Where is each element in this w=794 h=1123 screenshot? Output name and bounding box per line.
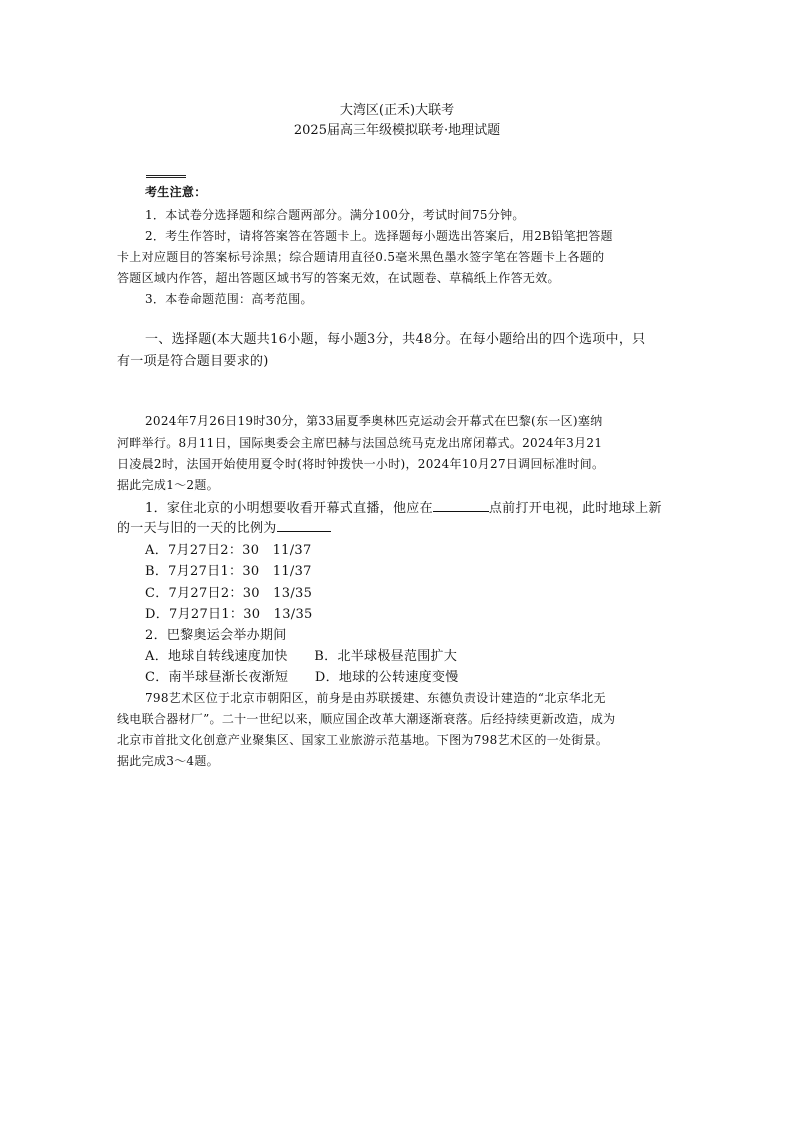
passage-line: 据此完成3～4题。 [117,754,219,768]
q2-options-row1: A．地球自转线速度加快 B．北半球极昼范围扩大 [145,649,458,664]
q1-option-b: B．7月27日1：30 11/37 [145,564,312,579]
q1-stem-part2: 点前打开电视，此时地球上新 [488,501,662,516]
passage-line: 河畔举行。8月11日，国际奥委会主席巴赫与法国总统马克龙出席闭幕式。2024年3月21 [117,436,603,450]
answer-blank [277,519,331,532]
q1-stem-part1: 1．家住北京的小明想要收看开幕式直播，他应在 [145,501,433,516]
exam-subtitle: 2025届高三年级模拟联考·地理试题 [293,123,501,138]
section-heading-cont: 有一项是符合题目要求的) [117,354,269,369]
passage-line: 北京市首批文化创意产业聚集区、国家工业旅游示范基地。下图为798艺术区的一处街景。 [117,733,609,747]
question-2-stem: 2．巴黎奥运会举办期间 [145,628,287,643]
passage-line: 据此完成1～2题。 [117,478,219,492]
answer-blank [433,499,489,512]
section-heading: 一、选择题(本大题共16小题，每小题3分，共48分。在每小题给出的四个选项中，只 [145,332,646,347]
passage-line: 日凌晨2时，法国开始使用夏令时(将时钟拨快一小时)，2024年10月27日调回标准时间。 [117,457,605,471]
notice-item: 卡上对应题目的答案标号涂黑；综合题请用直径0.5毫米黑色墨水签字笔在答题卡上各题的 [117,250,605,264]
q1-option-c: C．7月27日2：30 13/35 [145,586,313,601]
question-1-stem [145,497,662,516]
notice-item: 1．本试卷分选择题和综合题两部分。满分100分，考试时间75分钟。 [145,208,525,222]
question-1-stem-cont [117,517,331,536]
notice-item: 2．考生作答时，请将答案答在答题卡上。选择题每小题选出答案后，用2B铅笔把答题 [145,229,613,243]
passage-line: 798艺术区位于北京市朝阳区，前身是由苏联援建、东德负责设计建造的“北京华北无 [145,691,606,705]
q1-option-d: D．7月27日1：30 13/35 [145,607,313,622]
passage-line: 线电联合器材厂”。二十一世纪以来，顺应国企改革大潮逐渐衰落。后经持续更新改造，成为 [117,712,616,726]
q2-options-row2: C．南半球昼渐长夜渐短 D．地球的公转速度变慢 [145,670,459,685]
q1-stem-line2: 的一天与旧的一天的比例为 [117,521,277,536]
notice-heading: 考生注意： [145,185,207,199]
double-rule-divider [146,175,186,178]
exam-title: 大湾区(正禾)大联考 [339,103,455,118]
passage-line: 2024年7月26日19时30分，第33届夏季奥林匹克运动会开幕式在巴黎(东一区)塞纳 [145,414,603,428]
notice-item: 3．本卷命题范围：高考范围。 [145,292,313,306]
q1-option-a: A．7月27日2：30 11/37 [145,543,312,558]
notice-item: 答题区域内作答，超出答题区域书写的答案无效，在试题卷、草稿纸上作答无效。 [117,271,560,285]
